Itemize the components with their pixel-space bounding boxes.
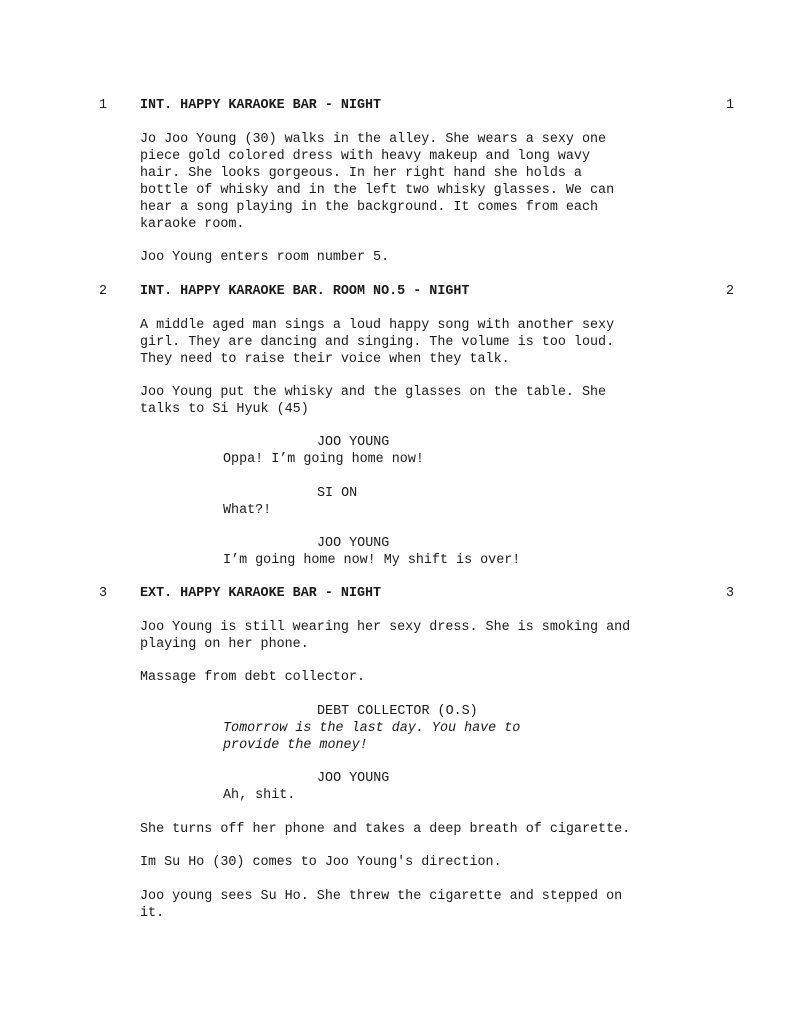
action-line: A middle aged man sings a loud happy song with another sexy [140,318,615,333]
scene-number-left: 3 [99,586,108,601]
scene-number-right: 3 [726,586,735,601]
character-name: JOO YOUNG [317,536,390,551]
scene-heading: INT. HAPPY KARAOKE BAR - NIGHT [140,98,382,113]
action-line: girl. They are dancing and singing. The volume is too loud. [140,335,615,350]
scene-heading: EXT. HAPPY KARAOKE BAR - NIGHT [140,586,382,601]
action-line: Joo Young enters room number 5. [140,250,390,265]
action-line: Joo Young is still wearing her sexy dress. She is smoking and [140,620,631,635]
scene-number-left: 1 [99,98,108,113]
action-line: Joo Young put the whisky and the glasses on the table. She [140,385,607,400]
action-line: Im Su Ho (30) comes to Joo Young's direction. [140,855,502,870]
action-line: karaoke room. [140,217,245,232]
dialogue-line: What?! [223,503,272,518]
action-line: hair. She looks gorgeous. In her right hand she holds a [140,166,582,181]
scene-number-right: 1 [726,98,735,113]
character-name: JOO YOUNG [317,771,390,786]
action-line: hear a song playing in the background. It comes from each [140,200,599,215]
character-name: SI ON [317,486,358,501]
dialogue-line: provide the money! [223,738,368,753]
dialogue-line: Oppa! I’m going home now! [223,452,424,467]
action-line: piece gold colored dress with heavy makeup and long wavy [140,149,590,164]
dialogue-line: Tomorrow is the last day. You have to [223,721,521,736]
scene-number-left: 2 [99,284,108,299]
scene-heading: INT. HAPPY KARAOKE BAR. ROOM NO.5 - NIGHT [140,284,470,299]
action-line: Massage from debt collector. [140,670,365,685]
action-line: Jo Joo Young (30) walks in the alley. She wears a sexy one [140,132,607,147]
scene-number-right: 2 [726,284,735,299]
action-line: She turns off her phone and takes a deep breath of cigarette. [140,822,631,837]
character-name: DEBT COLLECTOR (O.S) [317,704,478,719]
character-name: JOO YOUNG [317,435,390,450]
dialogue-line: I’m going home now! My shift is over! [223,553,521,568]
action-line: Joo young sees Su Ho. She threw the cigarette and stepped on [140,889,623,904]
action-line: it. [140,906,165,921]
dialogue-line: Ah, shit. [223,788,296,803]
action-line: playing on her phone. [140,637,309,652]
action-line: bottle of whisky and in the left two whisky glasses. We can [140,183,615,198]
action-line: talks to Si Hyuk (45) [140,402,309,417]
action-line: They need to raise their voice when they talk. [140,352,510,367]
